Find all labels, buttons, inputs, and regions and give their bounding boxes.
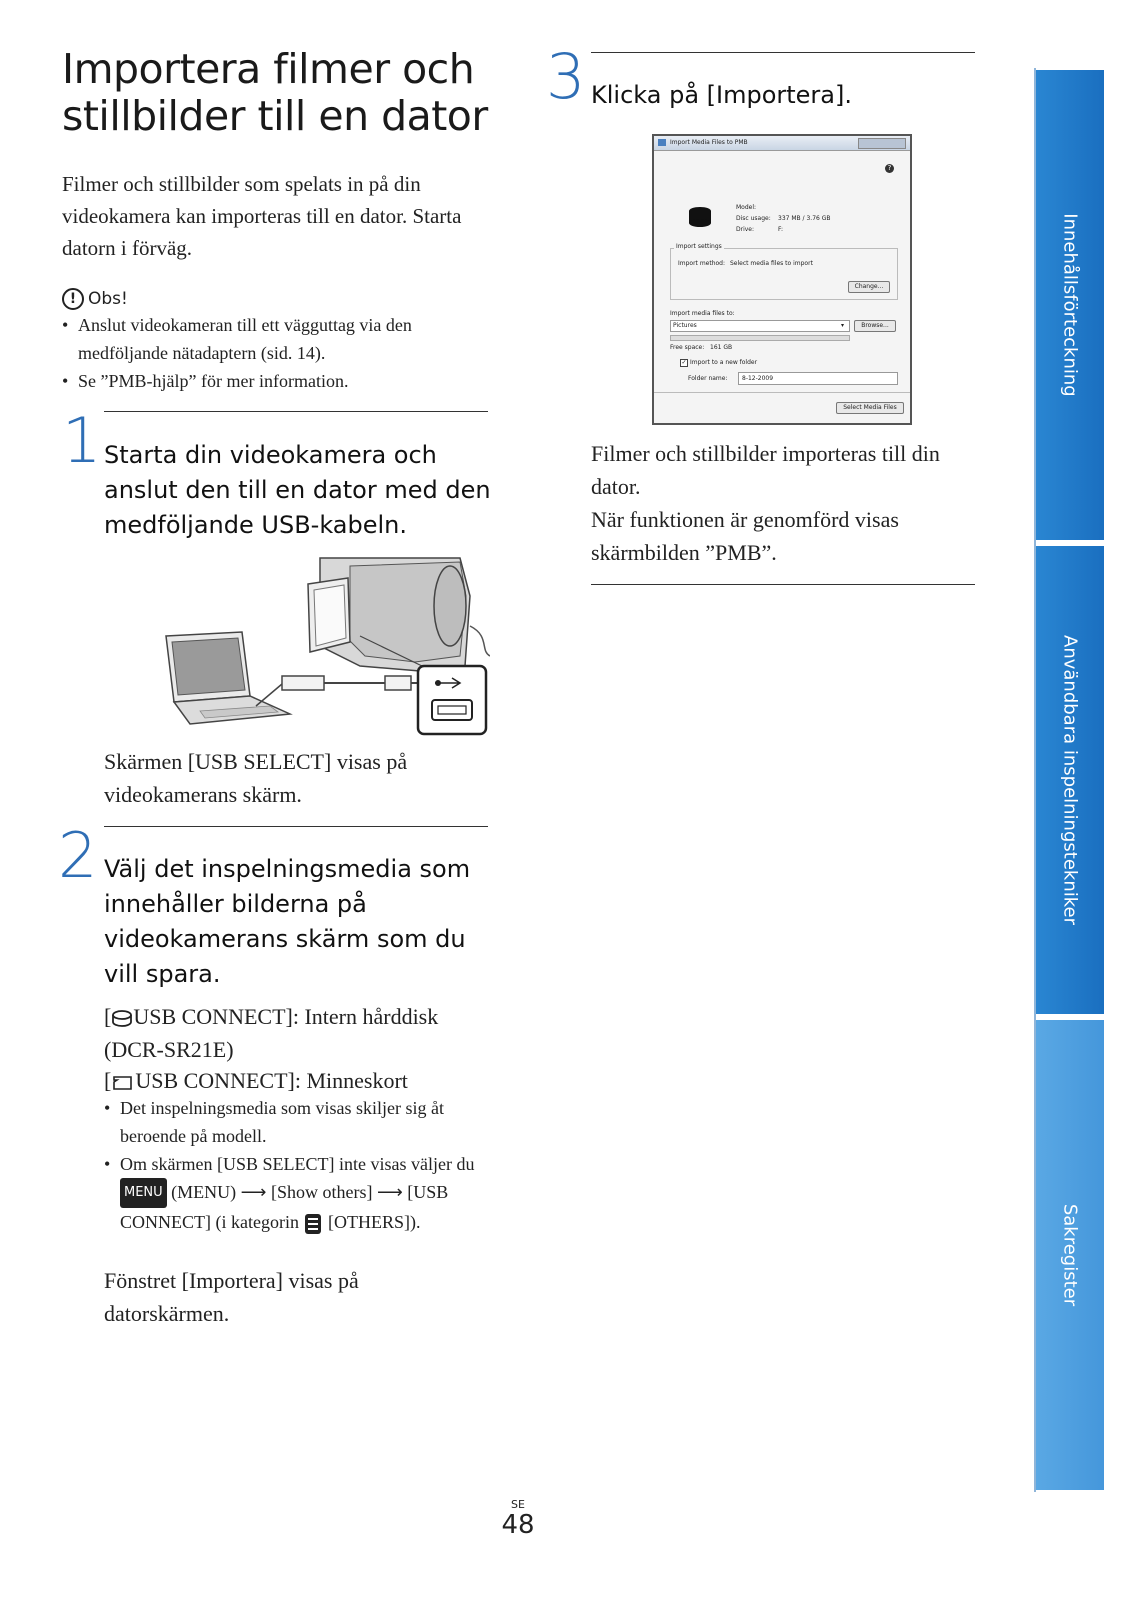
- page-number: 48: [501, 1510, 535, 1540]
- note-text: Om skärmen [USB SELECT] inte visas väljer du: [120, 1154, 475, 1174]
- tab-label: Användbara inspelningstekniker: [1059, 635, 1081, 925]
- step1-rule: [104, 411, 488, 412]
- camera-usb-illustration: [160, 556, 490, 738]
- free-space-label: Free space:: [670, 344, 705, 351]
- option-internal-hdd-label: USB CONNECT]: Intern hårddisk (DCR-SR21E): [104, 1004, 439, 1062]
- page-title: Importera filmer och stillbilder till en dator: [62, 45, 488, 140]
- folder-name-label: Folder name:: [688, 375, 728, 382]
- select-media-files-button[interactable]: Select Media Files: [836, 402, 904, 414]
- model-label: Model:: [736, 204, 757, 211]
- intro-text: Filmer och stillbilder som spelats in på din videokamera kan importeras till en dator. Starta datorn i förväg.: [62, 172, 462, 260]
- step2-number: 2: [58, 819, 98, 892]
- menu-button-icon: MENU: [120, 1178, 167, 1208]
- import-settings-label: Import settings: [676, 243, 722, 250]
- tab-label: Innehållsförteckning: [1059, 213, 1081, 397]
- import-to-value: Pictures: [673, 322, 697, 329]
- drive-value: F:: [778, 226, 784, 233]
- step2-rule: [104, 826, 488, 827]
- new-folder-checkbox[interactable]: ✓: [681, 360, 687, 366]
- note-text: (MENU): [171, 1182, 237, 1202]
- note-text: [Show others]: [270, 1182, 373, 1202]
- chevron-down-icon: ▾: [841, 322, 845, 329]
- help-icon: ?: [885, 164, 894, 173]
- import-to-select[interactable]: [670, 320, 850, 332]
- others-category-icon: [303, 1213, 323, 1235]
- note-text: [USB CONNECT] (i kategorin: [120, 1182, 449, 1232]
- hdd-icon: [111, 1010, 133, 1028]
- tab-label: Sakregister: [1059, 1203, 1081, 1307]
- new-folder-label: Import to a new folder: [690, 359, 758, 366]
- step2-body: Fönstret [Importera] visas på datorskärmen.: [104, 1268, 359, 1326]
- step3-body-line: Filmer och stillbilder importeras till din dator.: [591, 441, 940, 499]
- app-icon: [658, 139, 666, 146]
- page-region: SE: [511, 1498, 525, 1511]
- step3-body-line: När funktionen är genomförd visas skärmbilden ”PMB”.: [591, 507, 899, 565]
- import-method-value: Select media files to import: [730, 260, 813, 267]
- option-memory-card-label: USB CONNECT]: Minneskort: [135, 1068, 408, 1093]
- step1-number: 1: [62, 404, 102, 477]
- memory-card-icon: [111, 1074, 135, 1092]
- step3-number: 3: [546, 40, 586, 113]
- note-item: • Se ”PMB-hjälp” för mer information.: [62, 367, 502, 395]
- import-dialog-screenshot: [652, 134, 912, 425]
- arrow-right-icon: ⟶: [240, 1182, 267, 1202]
- note-text: [OTHERS]).: [327, 1212, 421, 1232]
- drive-label: Drive:: [736, 226, 755, 233]
- note-item: [104, 1150, 494, 1236]
- drive-icon: [688, 206, 712, 228]
- window-controls-icon: [858, 138, 906, 149]
- folder-name-value: 8-12-2009: [742, 375, 774, 382]
- free-space-value: 161 GB: [710, 344, 733, 351]
- step2-heading: Välj det inspelningsmedia som innehåller bilderna på videokamerans skärm som du vill spara.: [104, 855, 471, 988]
- obs-note-header: [62, 288, 128, 310]
- step1-body: Skärmen [USB SELECT] visas på videokamerans skärm.: [104, 749, 408, 807]
- tab-sakregister[interactable]: [1036, 1020, 1104, 1490]
- disc-usage-label: Disc usage:: [736, 215, 771, 222]
- step1-heading: Starta din videokamera och anslut den till en dator med den medföljande USB-kabeln.: [104, 441, 491, 539]
- import-method-label: Import method:: [678, 260, 726, 267]
- obs-label: Obs!: [88, 289, 128, 309]
- option-internal-hdd: [ USB CONNECT]: Intern hårddisk (DCR-SR21E): [104, 1004, 439, 1062]
- obs-notes-list: [62, 311, 502, 395]
- step3-body: [591, 437, 971, 569]
- import-to-label: Import media files to:: [670, 310, 735, 317]
- note-item: • Det inspelningsmedia som visas skiljer sig åt beroende på modell.: [104, 1094, 494, 1150]
- warning-icon: !: [62, 288, 84, 310]
- browse-button[interactable]: Browse...: [854, 320, 896, 332]
- step3-end-rule: [591, 584, 975, 585]
- note-item: • Anslut videokameran till ett vägguttag via den medföljande nätadaptern (sid. 14).: [62, 311, 502, 367]
- free-space-bar: [670, 335, 850, 341]
- tab-innehallsforteckning[interactable]: [1036, 70, 1104, 540]
- step3-heading: Klicka på [Importera].: [591, 81, 852, 109]
- disc-usage-value: 337 MB / 3.76 GB: [778, 215, 831, 222]
- step2-notes: [104, 1094, 494, 1236]
- change-button[interactable]: Change...: [848, 281, 890, 293]
- step3-rule: [591, 52, 975, 53]
- tab-anvandbara-inspelningstekniker[interactable]: [1036, 546, 1104, 1014]
- dialog-divider: [654, 392, 910, 393]
- arrow-right-icon: ⟶: [376, 1182, 403, 1202]
- dialog-title: Import Media Files to PMB: [670, 139, 748, 146]
- option-memory-card: [ USB CONNECT]: Minneskort: [104, 1068, 408, 1093]
